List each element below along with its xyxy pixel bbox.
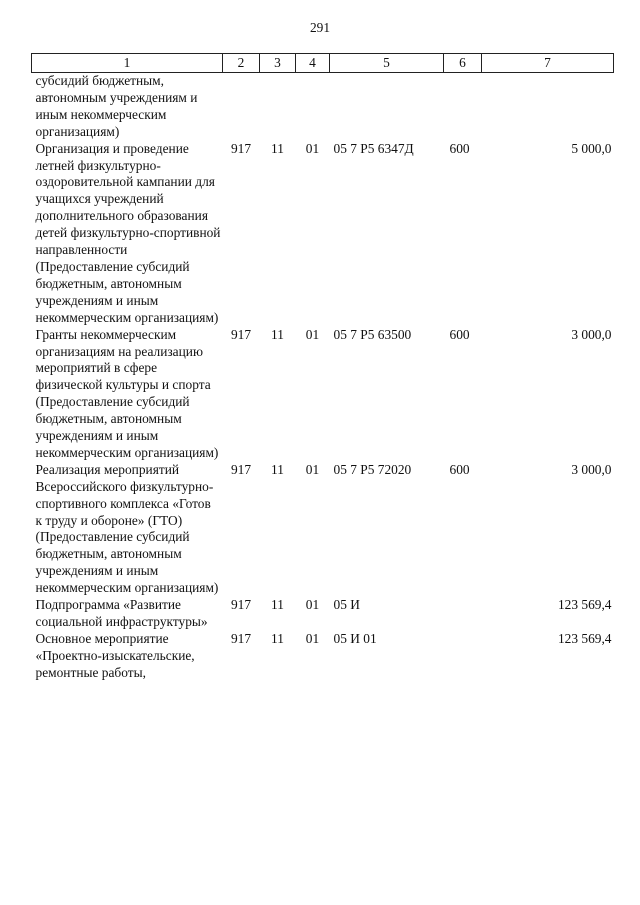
- row-pr: 01: [305, 597, 320, 613]
- row-ved: [223, 73, 260, 141]
- row-amount: 3 000,0: [571, 461, 612, 477]
- row-csr: [330, 73, 444, 141]
- page-number: 291: [309, 20, 331, 35]
- row-amount: 5 000,0: [571, 140, 612, 156]
- row-vr: 600: [449, 461, 470, 477]
- row-csr: 05 7 P5 6347Д: [333, 140, 414, 156]
- row-rz: [260, 73, 296, 141]
- row-ved: 917: [230, 326, 252, 342]
- row-csr: 05 И 01: [333, 630, 377, 646]
- row-ved: 917: [230, 140, 252, 156]
- row-description: Реализация мероприятий Всероссийского физкультурно-спортивного комплекса «Готов к труду и обороне» (ГТО) (Предоставление субсидий бюджетным, автономным учреждениям и иным некоммерческим организациям): [35, 461, 219, 596]
- table-row: [32, 631, 614, 682]
- row-pr: 01: [305, 461, 320, 477]
- row-csr: 05 7 P5 72020: [333, 461, 412, 477]
- row-rz: 11: [271, 326, 284, 342]
- row-vr: [444, 73, 482, 141]
- row-csr: 05 7 P5 63500: [333, 326, 412, 342]
- table-row: [32, 462, 614, 597]
- header-col-7: 7: [482, 54, 614, 73]
- header-col-4: 4: [296, 54, 330, 73]
- row-rz: 11: [271, 461, 284, 477]
- row-pr: 01: [305, 630, 320, 646]
- table-row: [32, 141, 614, 327]
- row-description: субсидий бюджетным, автономным учреждениям и иным некоммерческим организациям): [35, 73, 198, 139]
- row-pr: 01: [305, 326, 320, 342]
- table-row: [32, 73, 614, 141]
- row-description: Гранты некоммерческим организациям на реализацию мероприятий в сфере физической культуры и спорта (Предоставление субсидий бюджетным, автономным учреждениям и иным некоммерческим организациям): [35, 326, 219, 460]
- header-col-2: 2: [223, 54, 260, 73]
- row-vr: [444, 597, 482, 631]
- row-pr: 01: [305, 140, 320, 156]
- budget-table: [31, 53, 614, 682]
- header-col-6: 6: [444, 54, 482, 73]
- row-ved: 917: [230, 630, 252, 646]
- table-header: [32, 54, 614, 73]
- row-vr: 600: [449, 326, 470, 342]
- row-ved: 917: [230, 597, 252, 613]
- row-amount: [482, 73, 614, 141]
- row-amount: 3 000,0: [571, 326, 612, 342]
- header-col-1: 1: [32, 54, 223, 73]
- row-csr: 05 И: [333, 597, 360, 613]
- row-amount: 123 569,4: [557, 630, 612, 646]
- row-description: Подпрограмма «Развитие социальной инфраструктуры»: [35, 597, 208, 629]
- header-col-5: 5: [330, 54, 444, 73]
- row-rz: 11: [271, 630, 284, 646]
- row-description: Основное мероприятие «Проектно-изыскательские, ремонтные работы,: [35, 630, 195, 680]
- header-col-3: 3: [260, 54, 296, 73]
- row-amount: 123 569,4: [557, 597, 612, 613]
- table-row: [32, 597, 614, 631]
- row-vr: [444, 631, 482, 682]
- row-ved: 917: [230, 461, 252, 477]
- row-pr: [296, 73, 330, 141]
- row-rz: 11: [271, 140, 284, 156]
- row-vr: 600: [449, 140, 470, 156]
- table-row: [32, 327, 614, 462]
- row-description: Организация и проведение летней физкультурно-оздоровительной кампании для учащихся учреждений дополнительного образования детей физкультурно-спортивной направленности (Предоставление субсидий бюджетным, автономным учреждениям и иным некоммерческим организациям): [35, 140, 221, 325]
- row-rz: 11: [271, 597, 284, 613]
